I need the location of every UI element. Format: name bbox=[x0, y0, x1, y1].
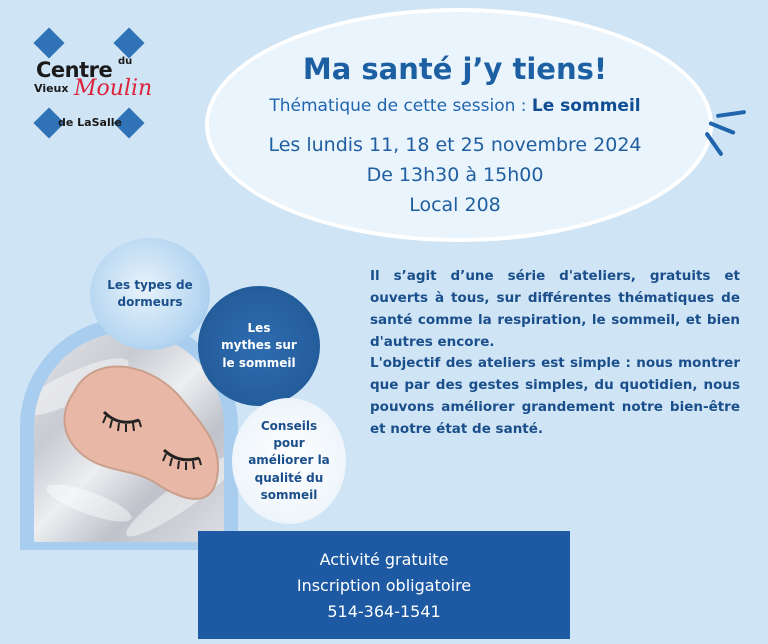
session-time: De 13h30 à 15h00 bbox=[366, 164, 544, 186]
cta-phone: 514-364-1541 bbox=[327, 602, 441, 621]
topic-circle-3 bbox=[232, 398, 346, 524]
theme-value: Le sommeil bbox=[531, 96, 641, 116]
topic-label: Les mythes sur le sommeil bbox=[221, 320, 297, 370]
page-title: Ma santé j’y tiens! bbox=[302, 52, 608, 86]
logo bbox=[24, 28, 174, 138]
description-paragraph: L'objectif des ateliers est simple : nous montrer que par des gestes simples, du quotidien, nous pouvons améliorer grandement notre bien-être et notre état de santé. bbox=[370, 355, 740, 438]
session-theme bbox=[200, 96, 710, 116]
cta-free: Activité gratuite bbox=[319, 550, 449, 569]
description bbox=[370, 266, 740, 441]
session-room: Local 208 bbox=[409, 194, 501, 216]
session-dates: Les lundis 11, 18 et 25 novembre 2024 bbox=[268, 134, 642, 156]
sleep-mask-image bbox=[34, 332, 224, 542]
logo-du: du bbox=[118, 56, 133, 67]
logo-diamond-icon bbox=[33, 27, 64, 58]
logo-lasalle: de LaSalle bbox=[58, 116, 122, 129]
topic-circle-1 bbox=[90, 238, 210, 350]
topic-circle-2 bbox=[198, 286, 320, 406]
logo-diamond-icon bbox=[113, 27, 144, 58]
topic-label: Les types de dormeurs bbox=[107, 277, 193, 309]
theme-prefix: Thématique de cette session : bbox=[269, 96, 532, 116]
spark-line-icon bbox=[716, 110, 746, 118]
sleep-mask-icon bbox=[34, 332, 224, 542]
logo-centre: Centre bbox=[36, 58, 113, 82]
topic-label: Conseils pour améliorer la qualité du sommeil bbox=[248, 418, 330, 503]
cta-registration: Inscription obligatoire bbox=[296, 576, 472, 595]
logo-moulin: Moulin bbox=[74, 76, 153, 101]
logo-vieux: Vieux bbox=[34, 82, 69, 95]
description-paragraph: Il s’agit d’une série d'ateliers, gratuits et ouverts à tous, sur différentes thématiques de santé comme la respiration, le sommeil, et bien d'autres encore. bbox=[370, 268, 740, 350]
cta-box bbox=[198, 531, 570, 639]
